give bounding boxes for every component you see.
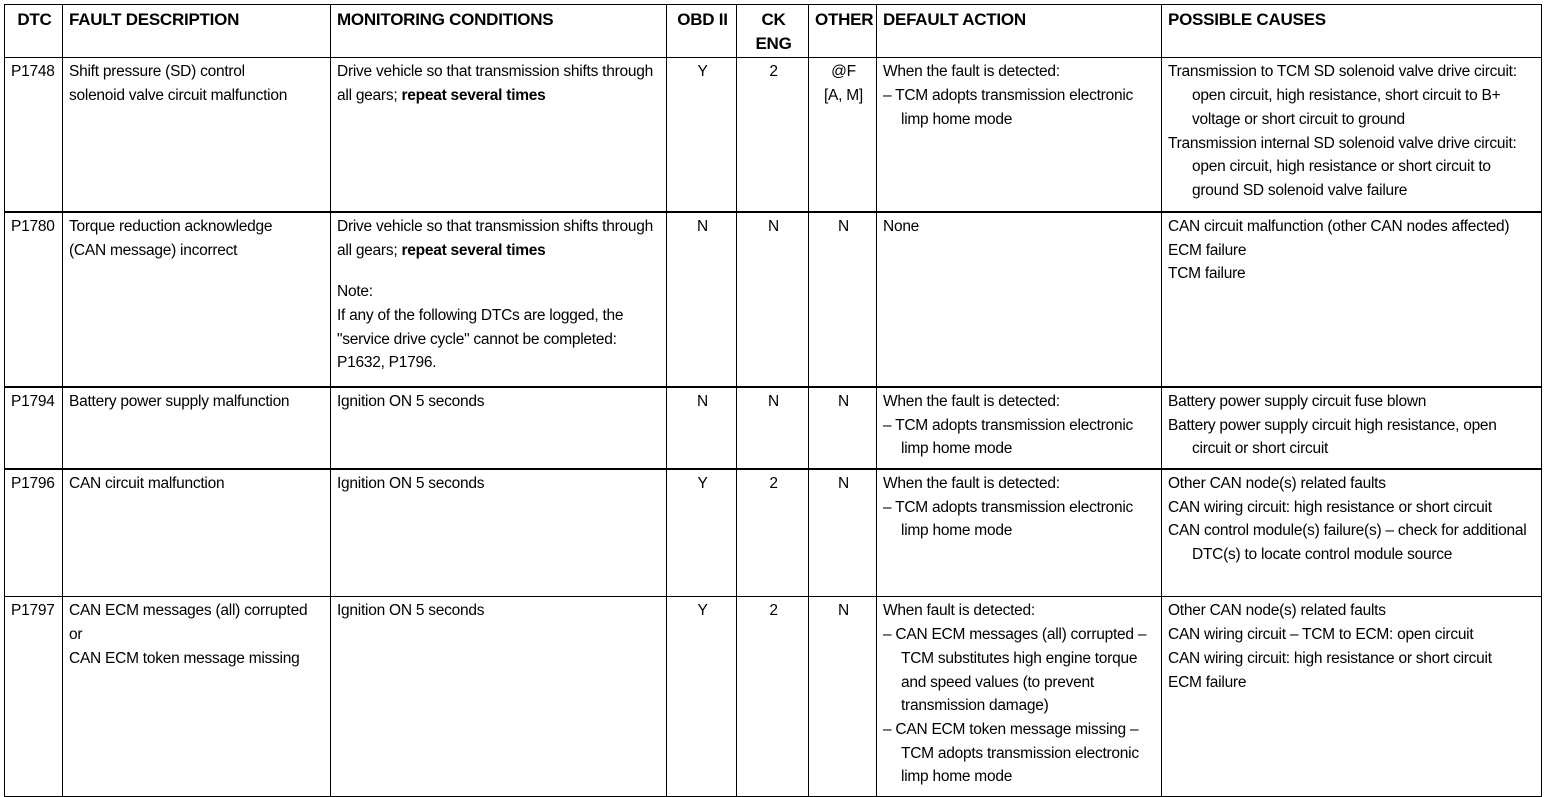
fault-line: or bbox=[69, 626, 83, 644]
default-action-head: When the fault is detected: bbox=[883, 474, 1060, 492]
fault-line: Shift pressure (SD) control bbox=[69, 63, 245, 81]
fault-description bbox=[63, 597, 331, 797]
fault-description bbox=[63, 212, 331, 387]
dtc-code: P1796 bbox=[5, 469, 63, 597]
other-value bbox=[809, 58, 877, 212]
obd-ii-value: Y bbox=[667, 597, 737, 797]
table-row bbox=[5, 58, 1542, 212]
dtc-code: P1794 bbox=[5, 387, 63, 469]
ck-eng-value: 2 bbox=[737, 597, 809, 797]
header-ck-eng: CK ENG bbox=[737, 5, 809, 58]
possible-causes bbox=[1162, 469, 1542, 597]
possible-causes bbox=[1162, 58, 1542, 212]
default-action-head: When fault is detected: bbox=[883, 602, 1035, 620]
cause-item: ECM failure bbox=[1168, 673, 1247, 691]
other-line: [A, M] bbox=[824, 87, 863, 105]
cause-item: CAN control module(s) failure(s) – check for additional DTC(s) to locate control module source bbox=[1168, 522, 1527, 564]
fault-line: CAN ECM token message missing bbox=[69, 649, 300, 667]
table-row bbox=[5, 469, 1542, 597]
monitoring-conditions bbox=[331, 212, 667, 387]
fault-description bbox=[63, 387, 331, 469]
other-value: N bbox=[809, 387, 877, 469]
default-action-item: – CAN ECM messages (all) corrupted – TCM substitutes high engine torque and speed values (to prevent transmission damage) bbox=[883, 626, 1147, 715]
monitoring-conditions: Ignition ON 5 seconds bbox=[331, 469, 667, 597]
obd-ii-value: N bbox=[667, 387, 737, 469]
other-value: N bbox=[809, 469, 877, 597]
monitoring-text: Drive vehicle so that transmission shifts through all gears; bbox=[337, 63, 653, 105]
dtc-code: P1780 bbox=[5, 212, 63, 387]
default-action bbox=[877, 597, 1162, 797]
fault-description bbox=[63, 58, 331, 212]
table-row bbox=[5, 597, 1542, 797]
other-line: @F bbox=[831, 63, 856, 81]
monitoring-conditions: Ignition ON 5 seconds bbox=[331, 387, 667, 469]
dtc-code: P1748 bbox=[5, 58, 63, 212]
header-dtc: DTC bbox=[5, 5, 63, 58]
header-possible-causes: POSSIBLE CAUSES bbox=[1162, 5, 1542, 58]
default-action bbox=[877, 387, 1162, 469]
cause-item: CAN wiring circuit – TCM to ECM: open circuit bbox=[1168, 626, 1474, 644]
fault-line: CAN circuit malfunction bbox=[69, 474, 225, 492]
monitoring-emphasis: repeat several times bbox=[401, 87, 546, 105]
table-row bbox=[5, 212, 1542, 387]
possible-causes bbox=[1162, 597, 1542, 797]
default-action bbox=[877, 212, 1162, 387]
ck-eng-value: N bbox=[737, 387, 809, 469]
fault-description bbox=[63, 469, 331, 597]
monitoring-conditions: Ignition ON 5 seconds bbox=[331, 597, 667, 797]
fault-line: (CAN message) incorrect bbox=[69, 241, 238, 259]
cause-item: CAN wiring circuit: high resistance or short circuit bbox=[1168, 498, 1492, 516]
default-action-head: When the fault is detected: bbox=[883, 392, 1060, 410]
cause-item: CAN circuit malfunction (other CAN nodes affected) bbox=[1168, 217, 1510, 235]
cause-item: ECM failure bbox=[1168, 241, 1247, 259]
default-action-head: None bbox=[883, 217, 920, 235]
possible-causes bbox=[1162, 387, 1542, 469]
cause-item: Other CAN node(s) related faults bbox=[1168, 602, 1386, 620]
cause-item: Battery power supply circuit fuse blown bbox=[1168, 392, 1427, 410]
default-action-head: When the fault is detected: bbox=[883, 63, 1060, 81]
table-row bbox=[5, 387, 1542, 469]
default-action bbox=[877, 469, 1162, 597]
header-other: OTHER bbox=[809, 5, 877, 58]
default-action-item: – CAN ECM token message missing – TCM adopts transmission electronic limp home mode bbox=[883, 720, 1139, 786]
header-fault-description: FAULT DESCRIPTION bbox=[63, 5, 331, 58]
default-action bbox=[877, 58, 1162, 212]
header-obd-ii: OBD II bbox=[667, 5, 737, 58]
fault-line: Battery power supply malfunction bbox=[69, 392, 290, 410]
other-value: N bbox=[809, 597, 877, 797]
default-action-item: – TCM adopts transmission electronic limp home mode bbox=[883, 87, 1134, 128]
obd-ii-value: N bbox=[667, 212, 737, 387]
possible-causes bbox=[1162, 212, 1542, 387]
cause-item: Other CAN node(s) related faults bbox=[1168, 474, 1386, 492]
cause-item: Battery power supply circuit high resistance, open circuit or short circuit bbox=[1168, 416, 1497, 458]
fault-line: CAN ECM messages (all) corrupted bbox=[69, 602, 308, 620]
cause-item: Transmission internal SD solenoid valve drive circuit: open circuit, high resistance or short circuit to ground SD solenoid valve failure bbox=[1168, 134, 1517, 199]
monitoring-conditions bbox=[331, 58, 667, 212]
fault-line: Torque reduction acknowledge bbox=[69, 217, 273, 235]
obd-ii-value: Y bbox=[667, 469, 737, 597]
ck-eng-value: N bbox=[737, 212, 809, 387]
dtc-table bbox=[4, 4, 1542, 797]
monitoring-text: Drive vehicle so that transmission shifts through all gears; bbox=[337, 217, 653, 259]
cause-item: TCM failure bbox=[1168, 265, 1246, 283]
note-text: If any of the following DTCs are logged, the "service drive cycle" cannot be completed: P1632, P1796. bbox=[337, 307, 624, 372]
cause-item: Transmission to TCM SD solenoid valve drive circuit: open circuit, high resistance, short circuit to B+ voltage or short circuit to ground bbox=[1168, 63, 1517, 128]
cause-item: CAN wiring circuit: high resistance or short circuit bbox=[1168, 649, 1492, 667]
default-action-item: – TCM adopts transmission electronic limp home mode bbox=[883, 498, 1134, 540]
obd-ii-value: Y bbox=[667, 58, 737, 212]
ck-eng-value: 2 bbox=[737, 58, 809, 212]
dtc-code: P1797 bbox=[5, 597, 63, 797]
note-label: Note: bbox=[337, 283, 373, 301]
fault-line: solenoid valve circuit malfunction bbox=[69, 87, 288, 105]
header-monitoring-conditions: MONITORING CONDITIONS bbox=[331, 5, 667, 58]
header-row bbox=[5, 5, 1542, 58]
default-action-item: – TCM adopts transmission electronic limp home mode bbox=[883, 416, 1134, 458]
other-value: N bbox=[809, 212, 877, 387]
monitoring-emphasis: repeat several times bbox=[401, 241, 546, 259]
header-default-action: DEFAULT ACTION bbox=[877, 5, 1162, 58]
ck-eng-value: 2 bbox=[737, 469, 809, 597]
